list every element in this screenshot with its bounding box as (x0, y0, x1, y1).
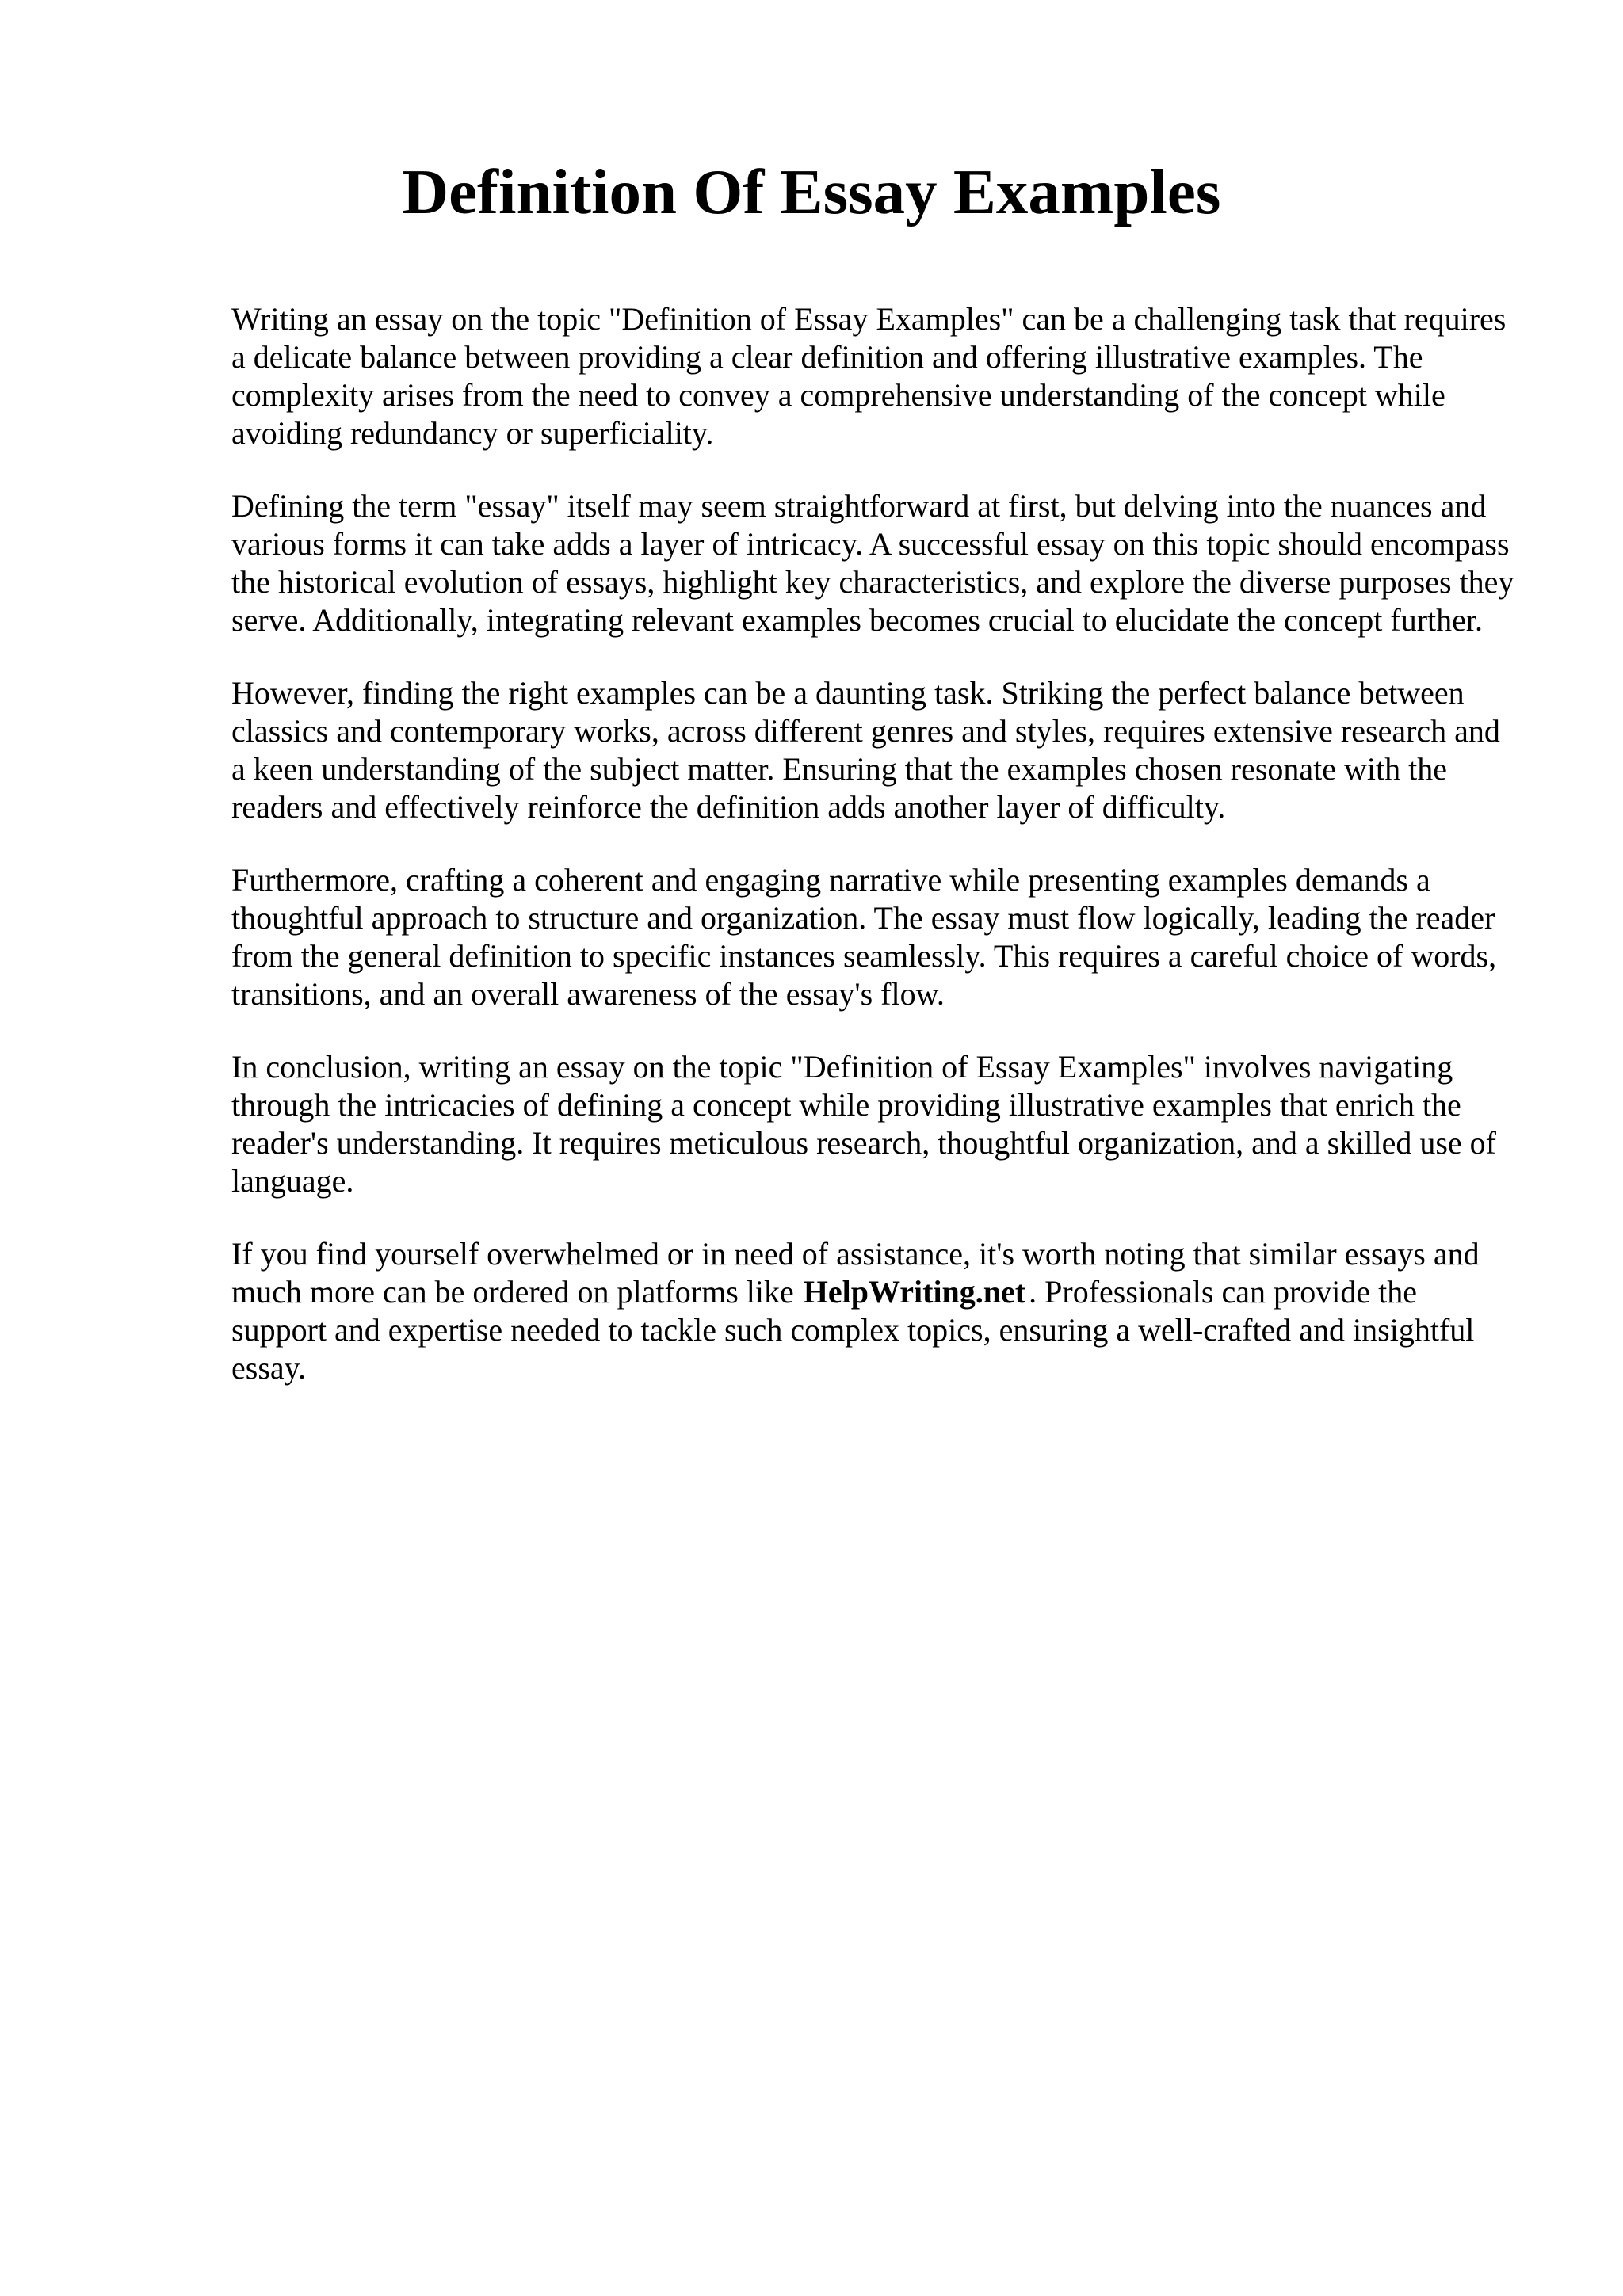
page-title: Definition Of Essay Examples (402, 156, 1221, 227)
paragraph-conclusion: In conclusion, writing an essay on the topic "Definition of Essay Examples" involves navigating through the intricacies of defining a concept while providing illustrative examples that enrich the reader's understanding. It requires meticulous research, thoughtful organization, and a skilled use of language. (231, 1049, 1496, 1199)
helpwriting-link[interactable]: HelpWriting.net (803, 1274, 1026, 1310)
closing-text-after: . Professionals can provide the support and expertise needed to tackle such complex topics, ensuring a well-crafted and insightful essay. (231, 1274, 1475, 1386)
paragraph-closing (231, 1235, 1515, 1387)
paragraph-finding-examples: However, finding the right examples can be a daunting task. Striking the perfect balance between classics and contemporary works, across different genres and styles, requires extensive research and a keen understanding of the subject matter. Ensuring that the examples chosen resonate with the readers and effectively reinforce the definition adds another layer of difficulty. (231, 675, 1500, 825)
document-body (231, 300, 1515, 1422)
paragraph-narrative: Furthermore, crafting a coherent and engaging narrative while presenting examples demands a thoughtful approach to structure and organization. The essay must flow logically, leading the reader from the general definition to specific instances seamlessly. This requires a careful choice of words, transitions, and an overall awareness of the essay's flow. (231, 862, 1497, 1012)
paragraph-defining-essay: Defining the term "essay" itself may seem straightforward at first, but delving into the nuances and various forms it can take adds a layer of intricacy. A successful essay on this topic should encompass the historical evolution of essays, highlight key characteristics, and explore the diverse purposes they serve. Additionally, integrating relevant examples becomes crucial to elucidate the concept further. (231, 488, 1514, 638)
paragraph-intro: Writing an essay on the topic "Definition of Essay Examples" can be a challenging task that requires a delicate balance between providing a clear definition and offering illustrative examples. The complexity arises from the need to convey a comprehensive understanding of the concept while avoiding redundancy or superficiality. (231, 301, 1507, 451)
closing-text-before: If you find yourself overwhelmed or in need of assistance, it's worth noting that similar essays and much more can be ordered on platforms like (231, 1236, 1480, 1310)
